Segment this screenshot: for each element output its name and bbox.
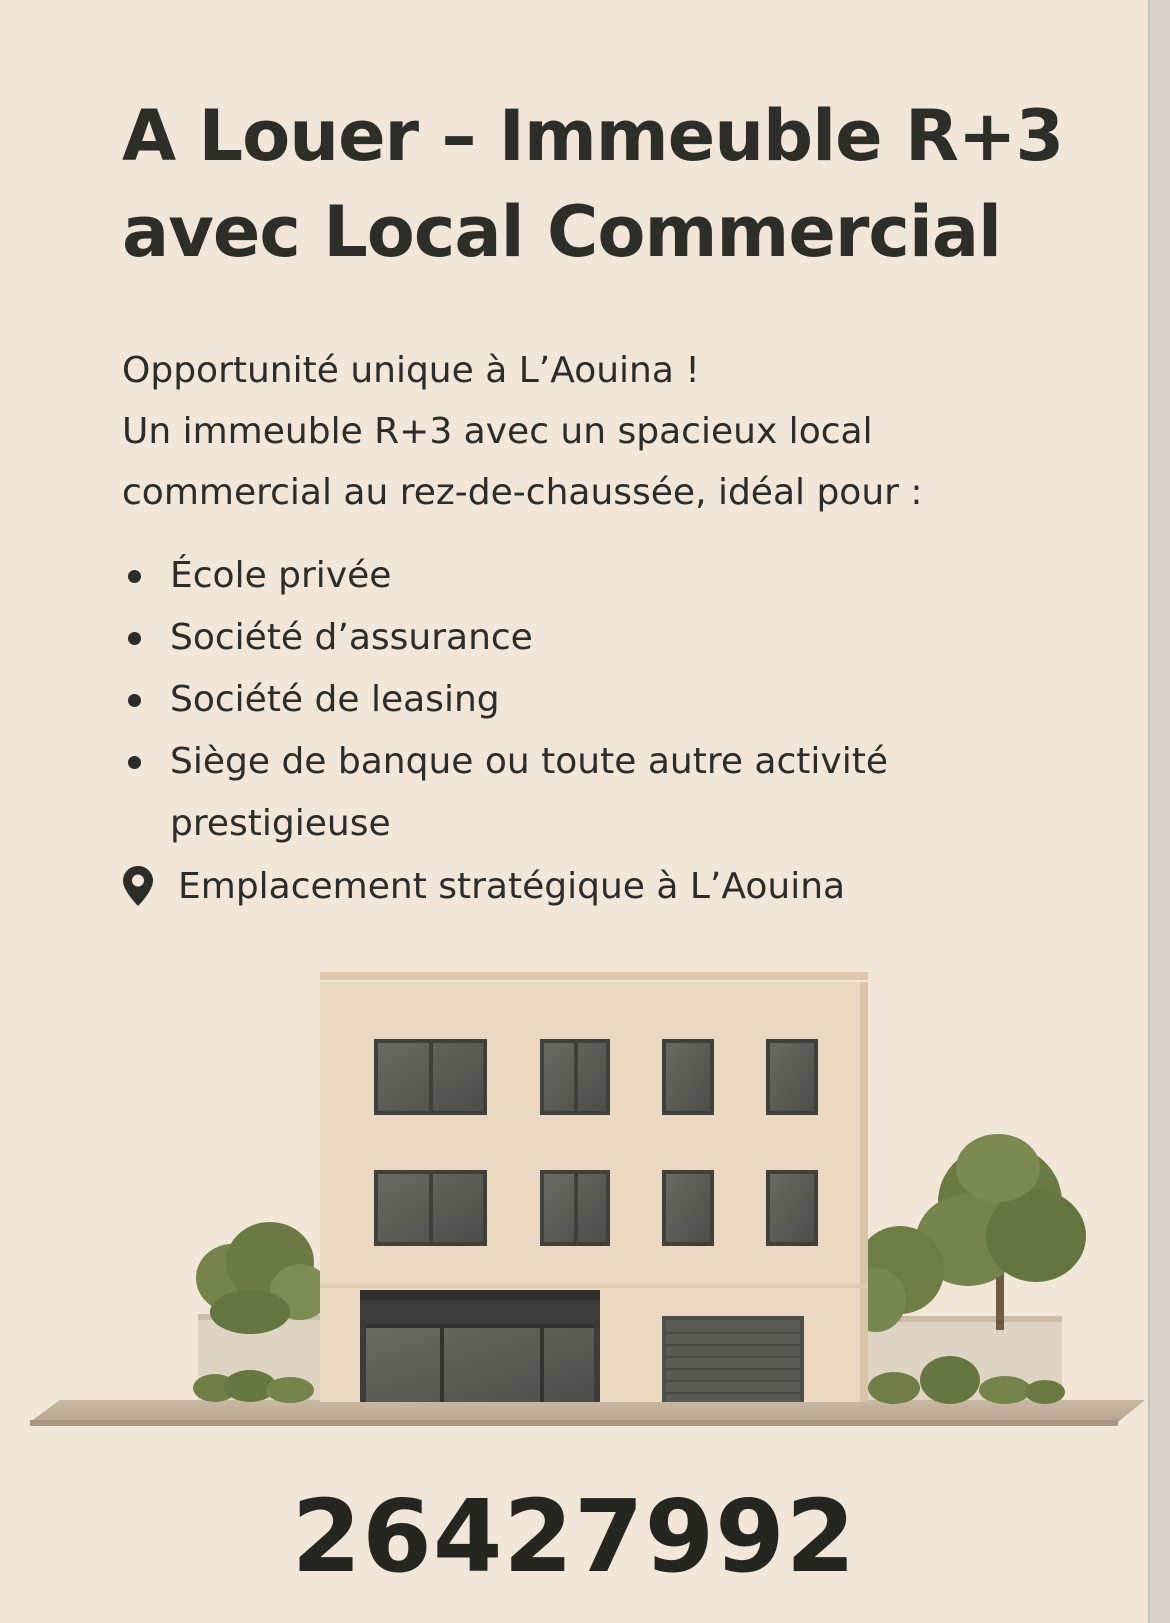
location-line — [122, 862, 845, 910]
list-item: Siège de banque ou toute autre activité prestigieuse — [125, 731, 1105, 855]
map-pin-icon — [122, 865, 154, 907]
list-item: Société de leasing — [125, 669, 1105, 731]
right-tree-icon — [846, 1134, 1086, 1332]
list-item: École privée — [125, 545, 1105, 607]
poster-title — [122, 88, 1122, 280]
building-illustration — [0, 940, 1148, 1500]
pavement — [30, 1400, 1145, 1422]
intro-line-3: commercial au rez-de-chaussée, idéal pour : — [122, 472, 923, 513]
intro-line-1: Opportunité unique à L’Aouina ! — [122, 350, 700, 391]
left-tree-icon — [196, 1222, 330, 1334]
intro-line-2: Un immeuble R+3 avec un spacieux local — [122, 411, 873, 452]
intro-text — [122, 340, 1122, 523]
title-line-2: avec Local Commercial — [122, 191, 1002, 273]
garage-door — [662, 1316, 804, 1402]
list-item: Société d’assurance — [125, 607, 1105, 669]
title-line-1: A Louer – Immeuble R+3 — [122, 95, 1064, 177]
location-text: Emplacement stratégique à L’Aouina — [178, 865, 846, 907]
curb — [30, 1420, 1118, 1426]
shopfront — [360, 1290, 600, 1402]
suitable-uses-list — [125, 545, 1105, 855]
phone-number[interactable]: 26427992 — [291, 1478, 857, 1595]
